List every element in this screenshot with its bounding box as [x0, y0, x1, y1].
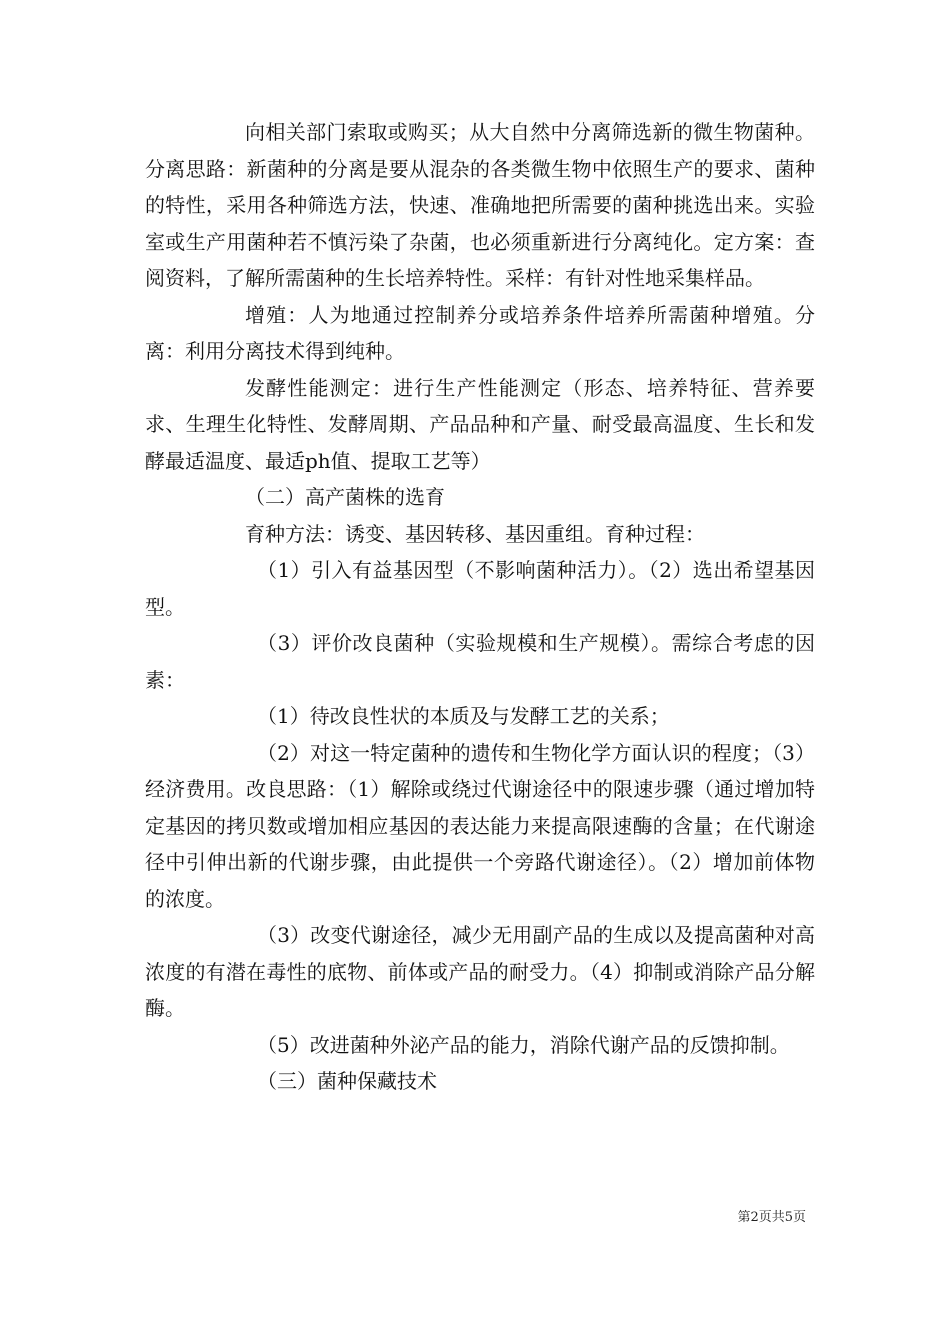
document-body: [145, 114, 815, 1100]
section-heading-high-yield: （二）高产菌株的选育: [245, 485, 445, 509]
paragraph-factor-2-3: （2）对这一特定菌种的遗传和生物化学方面认识的程度；（3）经济费用。改良思路：（1）解除或绕过代谢途径中的限速步骤（通过增加特定基因的拷贝数或增加相应基因的表达能力来提高限速酶的含量；在代谢途径中引伸出新的代谢步骤，由此提供一个旁路代谢途径）。（2）增加前体物的浓度。: [145, 740, 815, 911]
paragraph-breeding-methods: 育种方法：诱变、基因转移、基因重组。育种过程：: [245, 521, 705, 546]
paragraph-idea-5: （5）改进菌种外泌产品的能力，消除代谢产品的反馈抑制。: [257, 1032, 790, 1057]
page-number-footer: 第2页共5页: [737, 1210, 806, 1225]
paragraph-enrichment: 增殖：人为地通过控制养分或培养条件培养所需菌种增殖。分离：利用分离技术得到纯种。: [145, 302, 815, 363]
paragraph-step-1-2: （1）引入有益基因型（不影响菌种活力）。（2）选出希望基因型。: [145, 558, 815, 619]
paragraph-idea-3-4: （3）改变代谢途径，减少无用副产品的生成以及提高菌种对高浓度的有潜在毒性的底物、前体或产品的耐受力。（4）抑制或消除产品分解酶。: [145, 923, 815, 1020]
paragraph-factor-1: （1）待改良性状的本质及与发酵工艺的关系；: [257, 704, 670, 728]
paragraph-fermentation-test: 发酵性能测定：进行生产性能测定（形态、培养特征、营养要求、生理生化特性、发酵周期、产品品种和产量、耐受最高温度、生长和发酵最适温度、最适ph值、提取工艺等）: [145, 375, 815, 473]
section-heading-preservation: （三）菌种保藏技术: [257, 1069, 437, 1093]
paragraph-strain-sources: 向相关部门索取或购买；从大自然中分离筛选新的微生物菌种。分离思路：新菌种的分离是要从混杂的各类微生物中依照生产的要求、菌种的特性，采用各种筛选方法，快速、准确地把所需要的菌种挑选出来。实验室或生产用菌种若不慎污染了杂菌，也必须重新进行分离纯化。定方案：查阅资料，了解所需菌种的生长培养特性。采样：有针对性地采集样品。: [145, 120, 815, 290]
paragraph-step-3: （3）评价改良菌种（实验规模和生产规模）。需综合考虑的因素：: [145, 631, 815, 692]
